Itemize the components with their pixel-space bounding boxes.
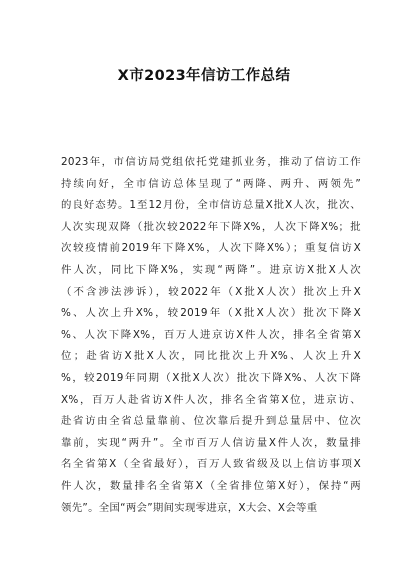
body-line: 名全省第X（全省最好），百万人致省级及以上信访事项X xyxy=(61,458,361,471)
document-body xyxy=(61,152,361,519)
body-line: %、人次上升X%，较2019年（X批X人次）批次下降X xyxy=(61,307,361,320)
body-line: 靠前，实现“两升”。全市百万人信访量X件人次，数量排 xyxy=(61,436,361,449)
document-title: X市2023年信访工作总结 xyxy=(117,68,291,84)
body-line: 的良好态势。1至12月份，全市信访总量X批X人次，批次、 xyxy=(61,199,361,212)
body-line: 位；赴省访X批X人次，同比批次上升X%、人次上升X xyxy=(61,350,361,363)
body-line: 赴省访由全省总量靠前、位次靠后提升到总量居中、位次 xyxy=(61,415,361,428)
body-line: 2023年，市信访局党组依托党建抓业务，推动了信访工作 xyxy=(61,156,361,168)
body-line: %、人次下降X%，百万人进京访X件人次，排名全省第X xyxy=(61,328,361,341)
body-line: 次较疫情前2019年下降X%，人次下降X%）；重复信访X xyxy=(61,242,361,255)
body-line: 领先”。全国“两会”期间实现零进京，X大会、X会等重 xyxy=(61,501,318,514)
body-line: %，较2019年同期（X批X人次）批次下降X%、人次下降 xyxy=(61,371,361,384)
body-line: 件人次，同比下降X%，实现“两降”。进京访X批X人次 xyxy=(61,263,361,276)
body-line: 人次实现双降（批次较2022年下降X%，人次下降X%；批 xyxy=(61,220,361,233)
body-line: 件人次，数量排名全省第X（全省排位第X好），保持“两 xyxy=(61,479,361,492)
body-line: 持续向好，全市信访总体呈现了“两降、两升、两领先” xyxy=(61,177,361,190)
body-line: X%，百万人赴省访X件人次，排名全省第X位，进京访、 xyxy=(61,393,361,406)
body-line: （不含涉法涉诉），较2022年（X批X人次）批次上升X xyxy=(61,285,361,298)
